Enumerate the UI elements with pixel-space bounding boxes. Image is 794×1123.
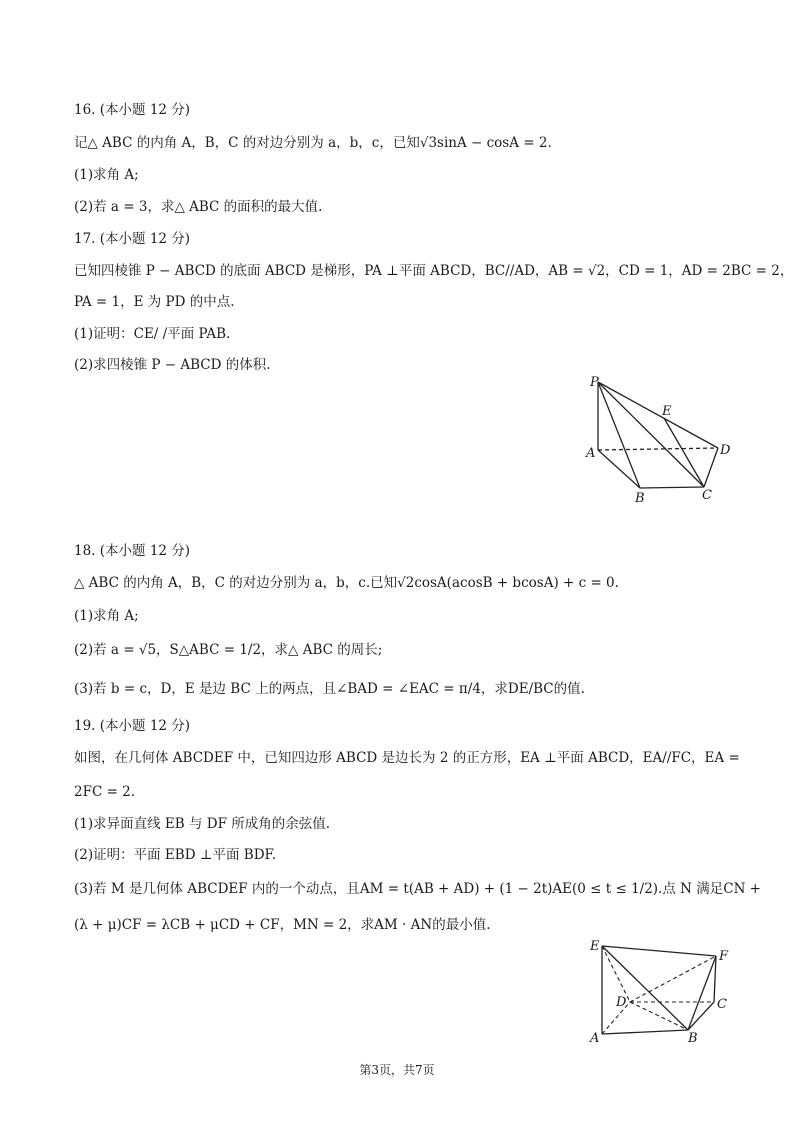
- edge-CD: [704, 448, 718, 487]
- edge-AB: [602, 1030, 688, 1034]
- q19-solid-figure: [584, 934, 744, 1046]
- q17-stem-line1: 已知四棱锥 P − ABCD 的底面 ABCD 是梯形，PA ⊥平面 ABCD，BC//AD，AB = √2，CD = 1，AD = 2BC = 2，: [74, 263, 794, 279]
- label-E: E: [662, 404, 672, 419]
- label-D: D: [720, 443, 731, 458]
- q19-stem-line2: 2FC = 2.: [74, 784, 136, 800]
- edge-EB: [602, 946, 688, 1030]
- edge-AB: [598, 450, 640, 488]
- label-B: B: [635, 491, 645, 506]
- hidden-edge-DB: [630, 1002, 688, 1030]
- page-footer: 第3页，共7页: [359, 1063, 435, 1077]
- label-P: P: [590, 375, 599, 390]
- edge-PD: [598, 382, 718, 448]
- q17-part1: (1)证明：CE/ /平面 PAB.: [74, 326, 231, 342]
- q16-part2: (2)若 a = 3，求△ ABC 的面积的最大值.: [74, 199, 323, 215]
- edge-EF: [602, 946, 716, 956]
- edge-PB: [598, 382, 640, 488]
- hidden-edge-ED: [602, 946, 630, 1002]
- hidden-edge-DF: [630, 956, 716, 1002]
- edge-BC: [688, 1002, 714, 1030]
- label-A: A: [586, 446, 596, 461]
- edge-PC: [598, 382, 704, 487]
- hidden-edge-AD: [598, 448, 718, 450]
- q19-part3-line2: (λ + μ)CF = λCB + μCD + CF，MN = 2，求AM · AN的最小值.: [74, 917, 491, 933]
- q16-part1: (1)求角 A;: [74, 167, 139, 183]
- q19-part3-line1: (3)若 M 是几何体 ABCDEF 内的一个动点，且AM = t(AB + AD) + (1 − 2t)AE(0 ≤ t ≤ 1/2).点 N 满足CN +: [74, 881, 761, 897]
- q19-part1: (1)求异面直线 EB 与 DF 所成角的余弦值.: [74, 816, 331, 832]
- label-B: B: [688, 1031, 698, 1046]
- q18-title: 18. (本小题 12 分): [74, 543, 191, 559]
- edge-FC: [714, 956, 716, 1002]
- edge-BC: [640, 487, 704, 488]
- q19-part2: (2)证明：平面 EBD ⊥平面 BDF.: [74, 847, 277, 863]
- q17-part2: (2)求四棱锥 P − ABCD 的体积.: [74, 357, 271, 373]
- q16-title: 16. (本小题 12 分): [74, 102, 191, 118]
- label-F: F: [719, 949, 729, 964]
- label-D: D: [616, 995, 627, 1010]
- q18-part1: (1)求角 A;: [74, 608, 139, 624]
- q17-title: 17. (本小题 12 分): [74, 231, 191, 247]
- edge-FB: [688, 956, 716, 1030]
- label-C: C: [717, 997, 727, 1012]
- label-A: A: [590, 1031, 600, 1046]
- q18-part2: (2)若 a = √5，S△ABC = 1/2，求△ ABC 的周长;: [74, 642, 383, 658]
- q17-stem-line2: PA = 1，E 为 PD 的中点.: [74, 294, 235, 310]
- q19-title: 19. (本小题 12 分): [74, 718, 191, 734]
- q18-stem: △ ABC 的内角 A，B，C 的对边分别为 a，b，c.已知√2cosA(acosB + bcosA) + c = 0.: [74, 575, 619, 591]
- label-E: E: [590, 939, 600, 954]
- label-C: C: [702, 488, 712, 503]
- q18-part3: (3)若 b = c，D，E 是边 BC 上的两点，且∠BAD = ∠EAC = π/4，求DE/BC的值.: [74, 681, 585, 697]
- q19-stem-line1: 如图，在几何体 ABCDEF 中，已知四边形 ABCD 是边长为 2 的正方形，EA ⊥平面 ABCD，EA//FC，EA =: [74, 750, 740, 766]
- q16-stem: 记△ ABC 的内角 A，B，C 的对边分别为 a，b，c，已知√3sinA − cosA = 2．: [74, 135, 561, 151]
- q17-pyramid-figure: [582, 370, 742, 510]
